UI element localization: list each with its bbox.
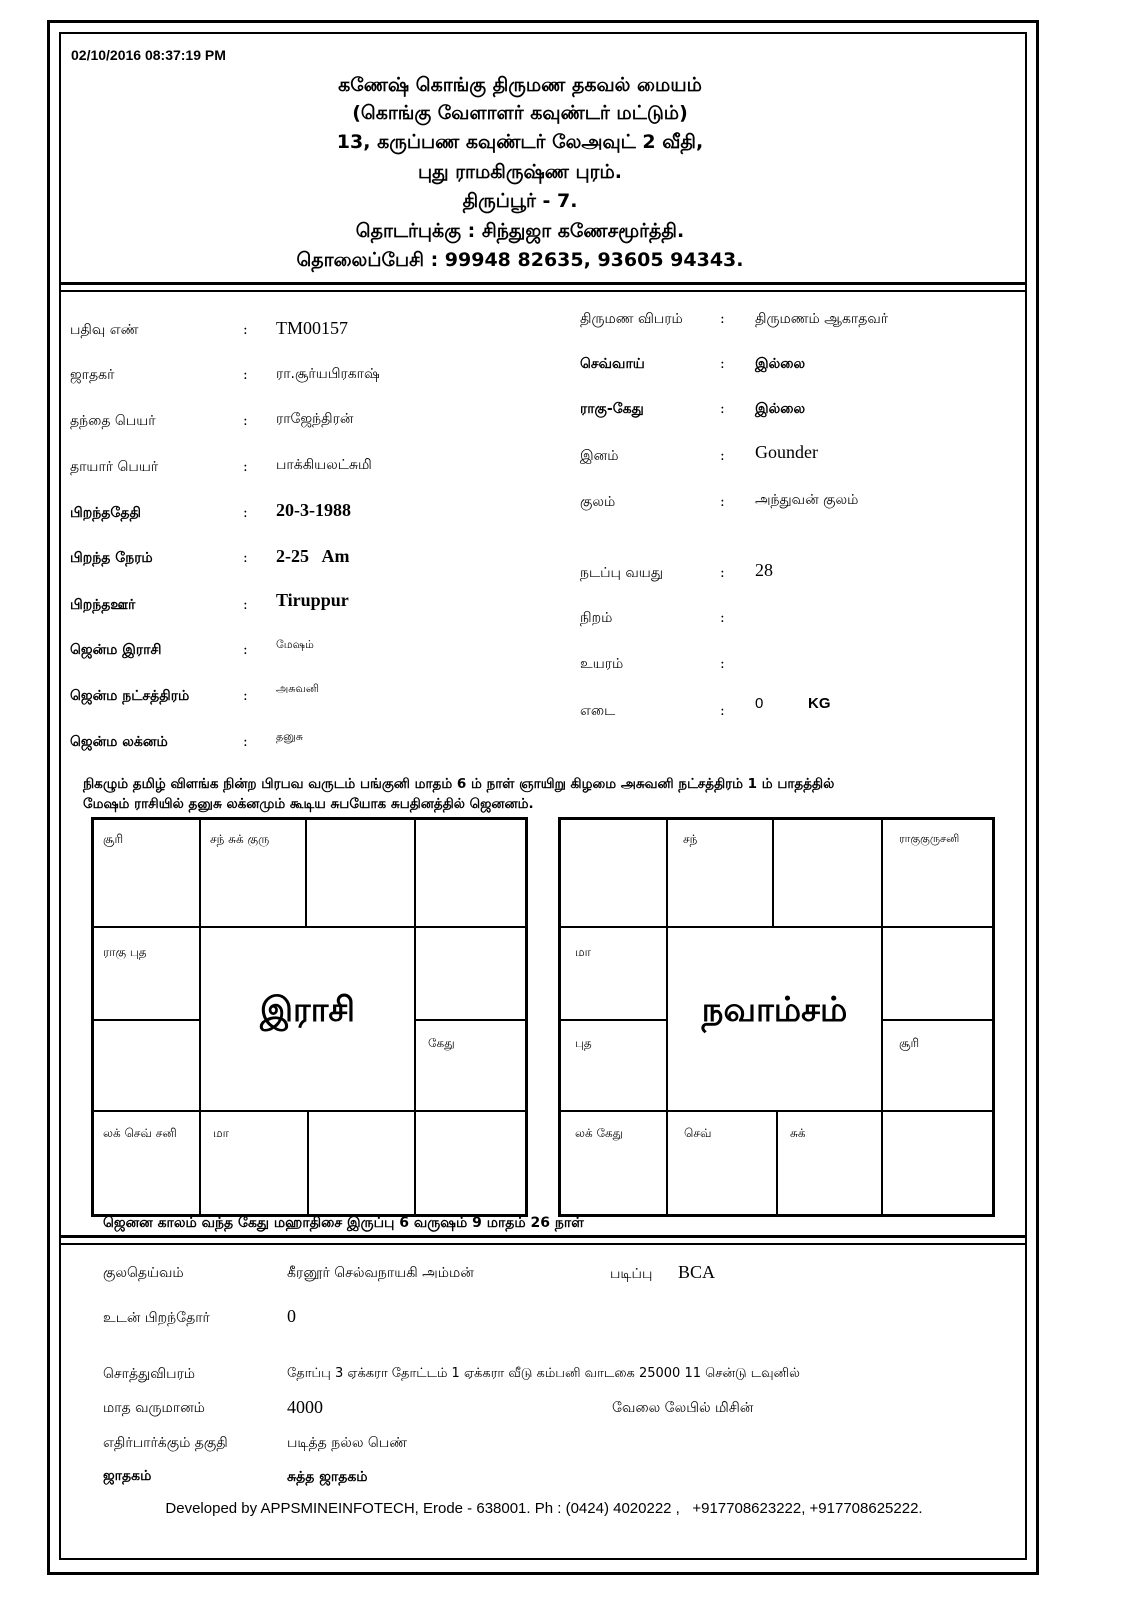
label-birth-time: பிறந்த நேரம் <box>70 550 153 566</box>
label-sevvai: செவ்வாய் <box>580 356 645 372</box>
label-mother: தாயார் பெயர் <box>70 459 159 475</box>
value-father: ராஜேந்திரன் <box>276 411 354 427</box>
header-phone: தொலைப்பேசி : 99948 82635, 93605 94343. <box>296 249 744 271</box>
header-address-line2: புது ராமகிருஷ்ண புரம். <box>418 161 622 183</box>
colon: : <box>243 505 248 521</box>
colon: : <box>720 656 725 672</box>
colon: : <box>243 459 248 475</box>
navamsa-chart-title: நவாம்சம் <box>701 990 848 1030</box>
label-property: சொத்துவிபரம் <box>103 1366 196 1382</box>
value-name: ரா.சூர்யபிரகாஷ் <box>276 366 380 382</box>
rasi-cell-10: லக் செவ் சனி <box>103 1126 177 1140</box>
label-height: உயரம் <box>580 656 624 672</box>
value-dob: 20-3-1988 <box>276 500 351 520</box>
colon: : <box>720 401 725 417</box>
colon: : <box>243 597 248 613</box>
value-age: 28 <box>755 560 773 580</box>
label-name: ஜாதகர் <box>70 367 115 383</box>
rasi-cell-1: சூரி <box>103 832 124 846</box>
colon: : <box>243 413 248 429</box>
colon: : <box>720 610 725 626</box>
label-age: நடப்பு வயது <box>580 565 663 581</box>
navamsa-cell-10: லக் கேது <box>575 1126 624 1140</box>
value-education: BCA <box>678 1262 716 1282</box>
header-contact: தொடர்புக்கு : சிந்துஜா கணேசமூர்த்தி. <box>355 220 685 242</box>
label-caste: இனம் <box>580 448 619 464</box>
value-job: வேலை லேபில் மிசின் <box>612 1400 754 1416</box>
value-lagnam: தனுசு <box>276 730 304 743</box>
label-lagnam: ஜென்ம லக்னம் <box>70 734 168 750</box>
header-title: கணேஷ் கொங்கு திருமண தகவல் மையம் <box>338 74 702 96</box>
value-rasi: மேஷம் <box>276 638 314 651</box>
value-birth-time: 2-25 Am <box>276 546 350 566</box>
colon: : <box>243 367 248 383</box>
label-raghu-kethu: ராகு-கேது <box>580 401 644 417</box>
birth-paragraph-line2: மேஷம் ராசியில் தனுசு லக்னமும் கூடிய சுபயோக சுபதினத்தில் ஜெனனம். <box>83 796 534 812</box>
label-siblings: உடன் பிறந்தோர் <box>103 1310 210 1326</box>
value-caste: Gounder <box>755 442 818 462</box>
value-siblings: 0 <box>287 1306 296 1326</box>
label-expectation: எதிர்பார்க்கும் தகுதி <box>103 1435 228 1451</box>
value-weight: 0 <box>755 695 764 712</box>
dasa-balance: ஜெனன காலம் வந்த கேது மஹாதிசை இருப்பு 6 வருஷம் 9 மாதம் 26 நாள் <box>103 1215 584 1231</box>
navamsa-cell-11: புத <box>575 1036 592 1050</box>
label-birth-place: பிறந்தஊர் <box>70 597 136 613</box>
rasi-cell-9: மா <box>213 1126 229 1140</box>
value-birth-place: Tiruppur <box>276 590 349 610</box>
label-weight: எடை <box>580 703 616 719</box>
colon: : <box>720 448 725 464</box>
colon: : <box>243 550 248 566</box>
colon: : <box>720 565 725 581</box>
navamsa-cell-4: ராகுகுருசனி <box>899 832 960 845</box>
value-sevvai: இல்லை <box>755 356 806 372</box>
label-jathagam: ஜாதகம் <box>103 1468 152 1484</box>
label-father: தந்தை பெயர் <box>70 413 156 429</box>
value-weight-unit: KG <box>808 695 831 712</box>
lower-divider <box>61 1235 1025 1238</box>
footer-credits: Developed by APPSMINEINFOTECH, Erode - 638001. Ph : (0424) 4020222 , +917708623222, +917708625222. <box>165 1500 923 1517</box>
value-mother: பாக்கியலட்சுமி <box>276 457 372 473</box>
colon: : <box>243 322 248 338</box>
value-jathagam: சுத்த ஜாதகம் <box>287 1469 368 1485</box>
navamsa-cell-2: சந் <box>683 832 698 846</box>
label-marital-status: திருமண விபரம் <box>580 311 683 327</box>
colon: : <box>243 688 248 704</box>
rasi-cell-2: சந் சுக் குரு <box>210 832 270 846</box>
value-reg-no: TM00157 <box>276 318 348 338</box>
value-expectation: படித்த நல்ல பெண் <box>287 1435 408 1451</box>
lower-divider-2 <box>61 1243 1025 1245</box>
colon: : <box>243 734 248 750</box>
label-nakshatra: ஜென்ம நட்சத்திரம் <box>70 688 190 704</box>
colon: : <box>720 703 725 719</box>
header-address-line1: 13, கருப்பண கவுண்டர் லேஅவுட் 2 வீதி, <box>336 131 704 153</box>
navamsa-cell-8: சுக் <box>790 1126 806 1140</box>
label-education: படிப்பு <box>610 1266 653 1282</box>
value-property: தோப்பு 3 ஏக்கரா தோட்டம் 1 ஏக்கரா வீடு கம்பனி வாடகை 25000 11 சென்டு டவுனில் <box>287 1366 800 1381</box>
value-kulam: அந்துவன் குலம் <box>755 492 859 508</box>
value-marital-status: திருமணம் ஆகாதவர் <box>755 311 889 327</box>
value-nakshatra: அசுவனி <box>276 682 320 695</box>
label-reg-no: பதிவு எண் <box>70 322 139 338</box>
label-kulam: குலம் <box>580 494 616 510</box>
header-subtitle: (கொங்கு வேளாளர் கவுண்டர் மட்டும்) <box>352 102 688 124</box>
label-kuladeivam: குலதெய்வம் <box>103 1265 184 1281</box>
colon: : <box>243 642 248 658</box>
header-divider <box>61 282 1025 285</box>
label-rasi: ஜென்ம இராசி <box>70 642 162 658</box>
navamsa-cell-6: சூரி <box>899 1036 920 1050</box>
header-divider-2 <box>61 290 1025 292</box>
rasi-cell-6: கேது <box>428 1036 455 1050</box>
header-city: திருப்பூர் - 7. <box>462 190 578 212</box>
print-timestamp: 02/10/2016 08:37:19 PM <box>71 47 226 63</box>
value-kuladeivam: கீரனூர் செல்வநாயகி அம்மன் <box>287 1265 474 1281</box>
rasi-cell-12: ராகு புத <box>103 945 147 959</box>
label-income: மாத வருமானம் <box>103 1400 205 1416</box>
label-complexion: நிறம் <box>580 610 613 626</box>
value-raghu-kethu: இல்லை <box>755 401 806 417</box>
navamsa-cell-9: செவ் <box>684 1126 712 1140</box>
colon: : <box>720 494 725 510</box>
value-income: 4000 <box>287 1397 323 1417</box>
colon: : <box>720 356 725 372</box>
label-dob: பிறந்ததேதி <box>70 505 141 521</box>
colon: : <box>720 311 725 327</box>
rasi-chart-title: இராசி <box>259 990 356 1030</box>
birth-paragraph-line1: நிகழும் தமிழ் விளங்க நின்ற பிரபவ வருடம் பங்குனி மாதம் 6 ம் நாள் ஞாயிறு கிழமை அசுவனி நட்சத்திரம் 1 ம் பாதத்தில் <box>83 776 835 792</box>
navamsa-cell-12: மா <box>575 945 591 959</box>
